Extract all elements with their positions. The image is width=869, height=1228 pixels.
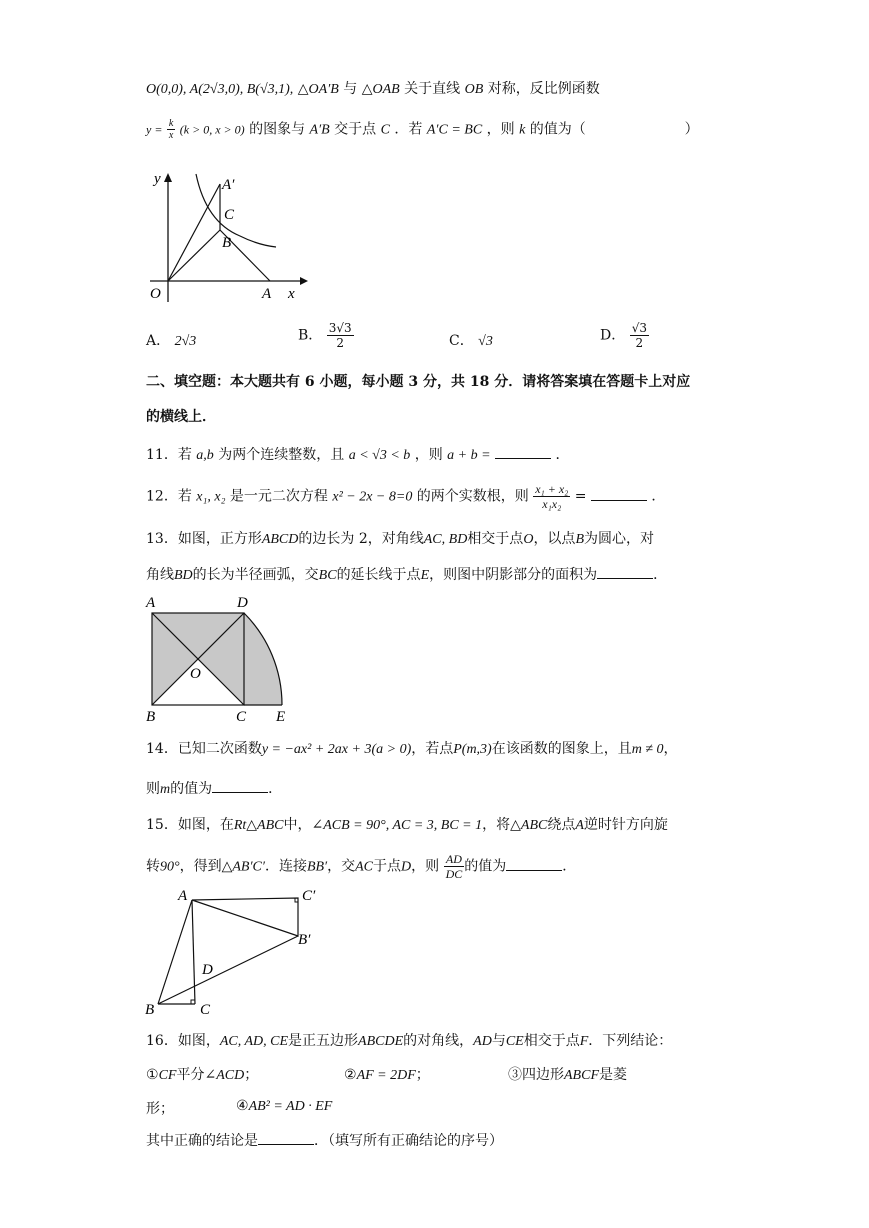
y-axis-arrow-icon — [164, 173, 172, 182]
hyperbola-curve — [196, 174, 276, 247]
q10-func-cond: (k > 0, x > 0) — [179, 122, 245, 137]
q10-line1 — [146, 78, 600, 98]
q11-answer-blank[interactable] — [495, 446, 551, 459]
q12-answer-blank[interactable] — [591, 488, 647, 501]
q10-option-b[interactable] — [298, 321, 354, 350]
q13-figure — [140, 590, 300, 725]
q15-answer-blank[interactable] — [506, 858, 562, 871]
q14-line1: 14．已知二次函数y = −ax² + 2ax + 3(a > 0)，若点P(m,3)在该函数的图象上，且m ≠ 0， — [146, 741, 678, 757]
q15-line1: 15．如图，在Rt△ABC中，∠ACB = 90°, AC = 3, BC = 1，将△ABC绕点A逆时针方向旋 — [146, 817, 668, 833]
q10-text: 的值为（ — [529, 121, 586, 138]
option-text: 2√3 — [174, 334, 197, 349]
q16-line3: 形； — [146, 1101, 174, 1117]
q10-eq: A′C = BC — [426, 122, 483, 138]
q14-answer-blank[interactable] — [212, 780, 268, 793]
label-c: C — [236, 709, 247, 725]
q10-text: 交于点 — [334, 121, 377, 138]
option-key: A． — [146, 333, 171, 349]
option-frac: $\frac{3√3}{2}$ — [328, 321, 352, 350]
label-c: C — [224, 207, 235, 223]
segment-ac — [192, 900, 195, 1004]
label-b: B — [222, 235, 232, 251]
q16-line2: ①CF平分∠ACD； — [146, 1067, 259, 1083]
q10-coords: O(0,0), A(2√3,0), B(√3,1), — [146, 82, 294, 97]
q10-line2 — [146, 118, 699, 141]
q10-c: C — [380, 122, 390, 138]
q16-line4: 其中正确的结论是 ．（填写所有正确结论的序号） — [146, 1133, 503, 1149]
label-a: A — [262, 286, 272, 302]
shaded-arc-region — [244, 613, 282, 705]
q10-option-d[interactable] — [600, 321, 649, 350]
option-key: D． — [600, 327, 626, 344]
label-a-prime: A′ — [222, 177, 235, 193]
option-key: C． — [449, 333, 474, 349]
label-b-prime: B′ — [298, 932, 311, 948]
q10-seg: A′B — [309, 122, 330, 138]
label-b: B — [145, 1002, 155, 1018]
label-o: O — [150, 286, 161, 302]
option-key: B． — [298, 327, 323, 344]
q15-line2: 转90°，得到△AB′C′．连接BB′，交AC于点D，则 $\frac{AD}{DC}$ 的值为 ． — [146, 852, 577, 881]
q16-conclusion-4: ④AB² = AD · EF — [236, 1098, 333, 1114]
q10-text: 与 — [343, 81, 358, 97]
q10-text: 的图象与 — [249, 121, 306, 138]
q10-figure — [140, 162, 315, 307]
q10-ob: OB — [464, 82, 484, 97]
q16-conclusion-2: ②AF = 2DF； — [344, 1067, 430, 1083]
label-o: O — [190, 666, 201, 682]
q13-line1: 13．如图，正方形ABCD的边长为 2，对角线AC, BD相交于点O，以点B为圆心，对 — [146, 531, 654, 547]
q10-triangle: △OA′B — [297, 82, 339, 97]
q10-k: k — [519, 122, 526, 138]
label-c: C — [200, 1002, 211, 1018]
q14-line2: 则m的值为 ． — [146, 781, 283, 797]
segment-bb-prime — [158, 936, 298, 1004]
q10-text: ．若 — [394, 121, 423, 138]
q10-text: 对称，反比例函数 — [487, 81, 600, 97]
label-b: B — [146, 709, 156, 725]
option-frac: $\frac{√3}{2}$ — [631, 321, 647, 350]
q10-option-c[interactable] — [449, 330, 493, 350]
q10-close: ） — [684, 121, 699, 138]
label-a: A — [178, 888, 188, 904]
label-d: D — [237, 595, 248, 611]
label-a: A — [146, 595, 156, 611]
x-axis-arrow-icon — [300, 277, 308, 285]
q16-answer-blank[interactable] — [258, 1132, 314, 1145]
q10-text: ，则 — [486, 121, 515, 138]
triangle-ab-prime-c-prime — [192, 898, 298, 936]
label-c-prime: C′ — [302, 888, 316, 904]
q10-option-a[interactable] — [146, 330, 196, 350]
q10-text: 关于直线 — [404, 81, 461, 97]
section2-title-cont: 的横线上． — [146, 409, 216, 425]
segment-oa-prime — [168, 184, 220, 281]
q16-conclusion-3: ③四边形ABCF是菱 — [508, 1067, 627, 1083]
label-y: y — [154, 171, 161, 187]
label-d: D — [202, 962, 213, 978]
q12: 12．若 x₁, x₂ 是一元二次方程 x² − 2x − 8=0 的两个实数根，则 $\frac{\text{x₁ + x₂}}{\text{x₁x₂}}$ = ． — [146, 482, 666, 511]
segment-ob — [168, 230, 220, 281]
q15-figure — [140, 880, 330, 1020]
q10-func-frac: $\frac{k}{x}$ — [168, 118, 174, 141]
label-x: x — [288, 286, 295, 302]
segment-ab — [158, 900, 192, 1004]
q10-triangle2: △OAB — [361, 82, 400, 97]
q16-line1: 16．如图，AC, AD, CE是正五边形ABCDE的对角线，AD与CE相交于点F．下列结论： — [146, 1033, 673, 1049]
q13-line2: 角线BD的长为半径画弧，交BC的延长线于点E，则图中阴影部分的面积为 ． — [146, 567, 668, 583]
q10-func-lhs: y = — [146, 122, 163, 137]
label-e: E — [276, 709, 286, 725]
q11: 11．若 a,b 为两个连续整数，且 a < √3 < b ，则 a + b = ． — [146, 447, 570, 463]
q13-answer-blank[interactable] — [597, 566, 653, 579]
section2-title: 二、填空题：本大题共有 6 小题，每小题 3 分，共 18 分．请将答案填在答题卡上对应 — [146, 374, 691, 390]
option-text: √3 — [478, 334, 493, 349]
